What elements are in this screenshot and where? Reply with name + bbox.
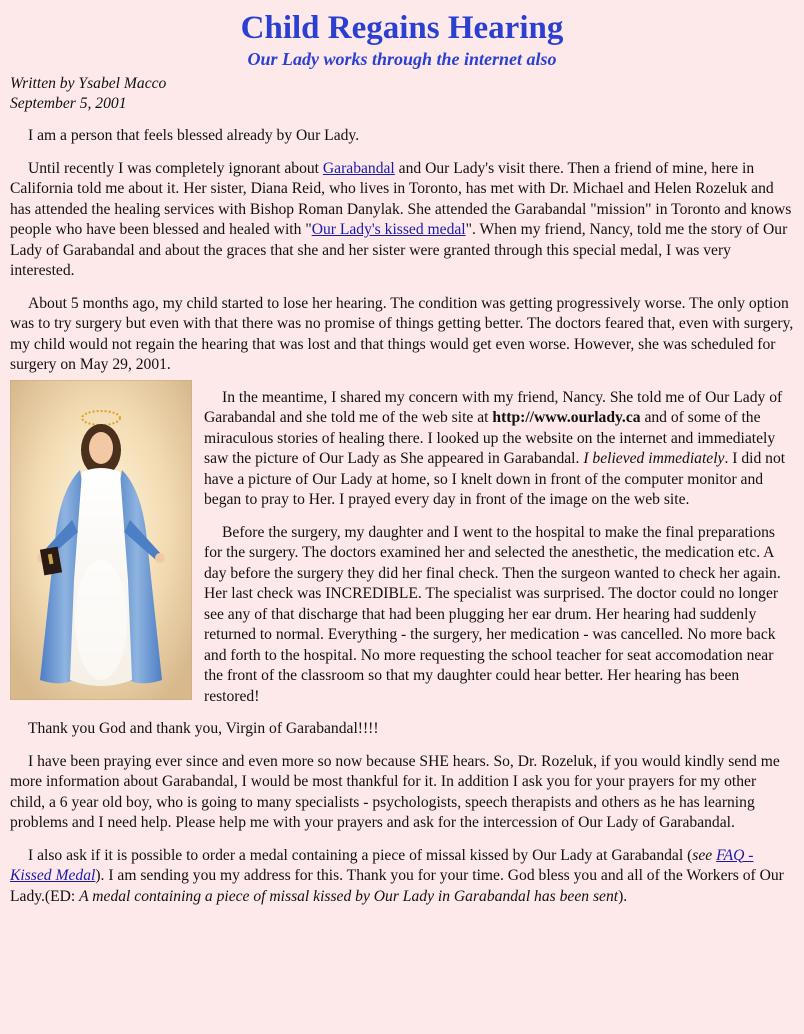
editor-note: A medal containing a piece of missal kissed by Our Lady in Garabandal has been sent <box>79 887 619 905</box>
paragraph-8 <box>10 846 794 908</box>
page-subtitle: Our Lady works through the internet also <box>247 49 557 69</box>
date: September 5, 2001 <box>10 95 127 112</box>
text: ". When my friend, Nancy, told me the story of Our Lady of Garabandal and about the graces that she and her sister were granted through this special medal, I was very interested. <box>10 221 788 279</box>
text: ). <box>618 887 628 905</box>
link-text: FAQ - Kissed Medal <box>10 846 754 884</box>
text: . I did not have a picture of Our Lady at home, so I knelt down in front of the computer monitor and began to pray to Her. I prayed every day in front of the image on the web site. <box>204 450 786 508</box>
paragraph-1: I am a person that feels blessed already by Our Lady. <box>28 127 360 144</box>
byline <box>10 74 794 114</box>
author: Written by Ysabel Macco <box>10 75 167 92</box>
garabandal-link[interactable]: Garabandal <box>322 159 395 177</box>
text: I also ask if it is possible to order a medal containing a piece of missal kissed by Our Lady at Garabandal ( <box>28 846 693 864</box>
paragraph-2 <box>10 159 794 282</box>
text: Until recently I was completely ignorant about <box>28 159 323 177</box>
our-lady-image <box>10 380 192 700</box>
paragraph-5: Before the surgery, my daughter and I went to the hospital to make the final preparations for the surgery. The doctors examined her and selected the anesthetic, the medication etc. A day before the surgery they did her final check. Then the surgeon wanted to check her again. Her last check was INCREDIBLE. The specialist was surprised. The doctor could no longer see any of that discharge that had been plugging her ear drum. Her hearing had suddenly returned to normal. Everything - the surgery, her medication - was cancelled. No more back and forth to the hospital. No more requesting the school teacher for seat accomodation near the front of the classroom so that my daughter could hear better. Her hearing has been restored! <box>204 523 781 705</box>
paragraph-6: Thank you God and thank you, Virgin of Garabandal!!!! <box>28 720 379 737</box>
website-url: http://www.ourlady.ca <box>492 409 641 426</box>
text: ). I am sending you my address for this. Thank you for your time. God bless you and all of the Workers of Our Lady.(ED: <box>10 867 784 905</box>
text: and of some of the miraculous stories of healing there. I looked up the website on the internet and immediately saw the picture of Our Lady as She appeared in Garabandal. <box>204 409 776 467</box>
paragraph-3: About 5 months ago, my child started to lose her hearing. The condition was getting progressively worse. The only option was to try surgery but even with that there was no promise of things getting better. The doctors feared that, even with surgery, my child would not regain the hearing that was lost and that things would get even worse. However, she was scheduled for surgery on May 29, 2001. <box>10 294 794 373</box>
see-text: see <box>692 846 717 864</box>
text: In the meantime, I shared my concern with my friend, Nancy. She told me of Our Lady of Garabandal and she told me of the web site at <box>204 388 783 426</box>
emphasis: I believed immediately <box>583 450 725 467</box>
text: and Our Lady's visit there. Then a friend of mine, here in California told me about it. Her sister, Diana Reid, who lives in Toronto, has met with Dr. Michael and Helen Rozeluk and has attended the healing services with Bishop Roman Danylak. She attended the Garabandal "mission" in Toronto and knows people who have been blessed and healed with " <box>10 159 792 238</box>
article <box>0 10 804 907</box>
paragraph-7: I have been praying ever since and even more so now because SHE hears. So, Dr. Rozeluk, if you would kindly send me more information about Garabandal, I would be most thankful for it. In addition I ask you for your prayers for my other child, a 6 year old boy, who is going to many specialists - psychologists, speech therapists and others as he has learning problems and I need help. Please help me with your prayers and ask for the intercession of Our Lady of Garabandal. <box>10 752 780 831</box>
page-title: Child Regains Hearing <box>240 10 564 46</box>
our-lady-picture-icon <box>10 380 192 700</box>
kissed-medal-link[interactable]: Our Lady's kissed medal <box>311 221 466 238</box>
